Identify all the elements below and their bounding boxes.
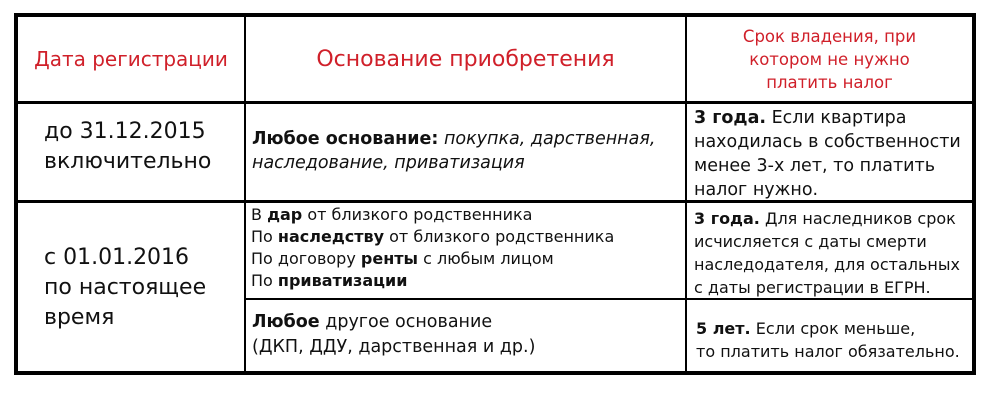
- row2b-basis-bold: Любое: [252, 312, 320, 332]
- row2b-term-line: Если срок меньше,: [750, 319, 916, 338]
- row2a-term: [694, 207, 972, 299]
- row2-date-line: по настоящее: [44, 275, 207, 300]
- row2b-term-line: то платить налог обязательно.: [696, 342, 960, 361]
- header-term-line: платить налог: [766, 72, 893, 92]
- row1-term-line: налог нужно.: [694, 180, 819, 200]
- row2a-basis: [251, 204, 683, 292]
- row2a-term-bold: 3 года.: [694, 209, 760, 228]
- row2b-basis: [252, 310, 684, 360]
- row1-date-line: до 31.12.2015: [44, 119, 206, 144]
- row1-basis-bold: Любое основание:: [252, 129, 439, 149]
- row2b-basis-line: (ДКП, ДДУ, дарственная и др.): [252, 337, 536, 357]
- row1-term: [694, 106, 972, 202]
- header-basis: [246, 17, 685, 101]
- header-date: [18, 17, 244, 101]
- row2a-basis-line: В дар от близкого родственника: [251, 205, 533, 224]
- row2-date-line: с 01.01.2016: [44, 245, 190, 270]
- row2a-basis-line: По договору ренты с любым лицом: [251, 249, 554, 268]
- header-date-label: Дата регистрации: [34, 47, 228, 71]
- row2a-term-line: исчисляется с даты смерти: [694, 232, 927, 251]
- row2a-basis-line: По наследству от близкого родственника: [251, 227, 615, 246]
- row1-basis-italic: покупка, дарственная,: [443, 129, 656, 149]
- row1-basis-italic: наследование, приватизация: [252, 153, 525, 173]
- row1-term-line: находилась в собственности: [694, 132, 961, 152]
- row2b-term: [696, 317, 972, 363]
- row2-date-line: время: [44, 305, 115, 330]
- header-basis-label: Основание приобретения: [316, 46, 615, 72]
- row2b-basis-line: другое основание: [319, 312, 493, 332]
- row1-term-line: Если квартира: [766, 108, 907, 128]
- row2a-basis-line: По приватизации: [251, 271, 408, 290]
- row1-basis: [252, 127, 684, 175]
- row2b-term-bold: 5 лет.: [696, 319, 751, 338]
- header-term-line: Срок владения, при: [742, 26, 917, 46]
- row1-date: [44, 117, 244, 177]
- row2a-term-line: наследодателя, для остальных: [694, 255, 960, 274]
- row1-term-line: менее 3-х лет, то платить: [694, 156, 936, 176]
- header-term-line: котором не нужно: [749, 49, 910, 69]
- header-divider: [18, 101, 972, 104]
- row2-date: [44, 243, 244, 333]
- row2a-term-line: Для наследников срок: [759, 209, 956, 228]
- header-term: [687, 17, 972, 101]
- tax-table: [14, 13, 976, 375]
- row1-date-line: включительно: [44, 149, 212, 174]
- row1-term-bold: 3 года.: [694, 108, 767, 128]
- row2a-term-line: с даты регистрации в ЕГРН.: [694, 278, 931, 297]
